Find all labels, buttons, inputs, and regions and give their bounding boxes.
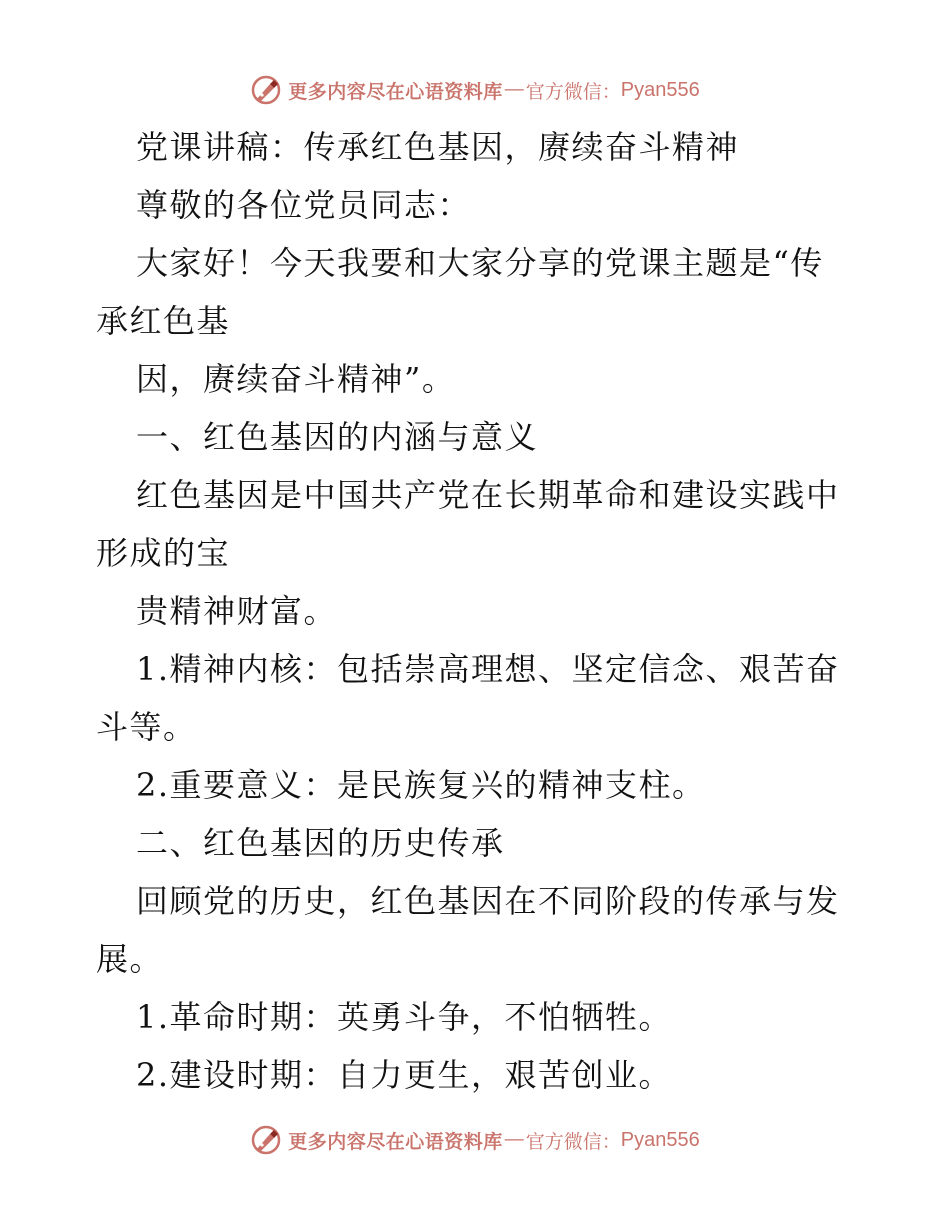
document-line: 形成的宝 (96, 534, 231, 572)
document-line: 一、红色基因的内涵与意义 (136, 418, 539, 456)
banner-wechat-id: Pyan556 (620, 78, 700, 101)
document-line: 2.重要意义：是民族复兴的精神支柱。 (136, 766, 706, 804)
banner-wechat-id: Pyan556 (620, 1128, 700, 1151)
banner-official-label: 官方微信： (525, 1130, 621, 1153)
footer-watermark-banner (0, 1120, 950, 1160)
banner-dash: — (504, 79, 524, 100)
document-line: 斗等。 (96, 708, 197, 746)
document-line: 承红色基 (96, 302, 231, 340)
document-line: 红色基因是中国共产党在长期革命和建设实践中 (136, 476, 840, 514)
document-line: 1.革命时期：英勇斗争，不怕牺牲。 (136, 998, 673, 1036)
document-line: 尊敬的各位党员同志： (136, 186, 472, 224)
document-line: 展。 (96, 940, 164, 978)
pen-logo-icon (250, 74, 282, 106)
header-watermark-banner (0, 70, 950, 110)
document-line: 因，赓续奋斗精神”。 (136, 360, 456, 398)
document-line: 1.精神内核：包括崇高理想、坚定信念、艰苦奋 (136, 650, 840, 688)
document-line: 贵精神财富。 (136, 592, 338, 630)
pen-logo-icon (250, 1124, 282, 1156)
document-line: 大家好！今天我要和大家分享的党课主题是“传 (136, 244, 824, 282)
document-line: 二、红色基因的历史传承 (136, 824, 505, 862)
banner-official-label: 官方微信： (525, 80, 621, 103)
banner-text: 更多内容尽在心语资料库 (288, 1130, 503, 1153)
document-body (96, 118, 856, 1104)
document-line: 回顾党的历史，红色基因在不同阶段的传承与发 (136, 882, 840, 920)
document-line: 2.建设时期：自力更生，艰苦创业。 (136, 1056, 673, 1094)
banner-text: 更多内容尽在心语资料库 (288, 80, 503, 103)
banner-dash: — (504, 1129, 524, 1150)
document-line: 党课讲稿：传承红色基因，赓续奋斗精神 (136, 128, 740, 166)
